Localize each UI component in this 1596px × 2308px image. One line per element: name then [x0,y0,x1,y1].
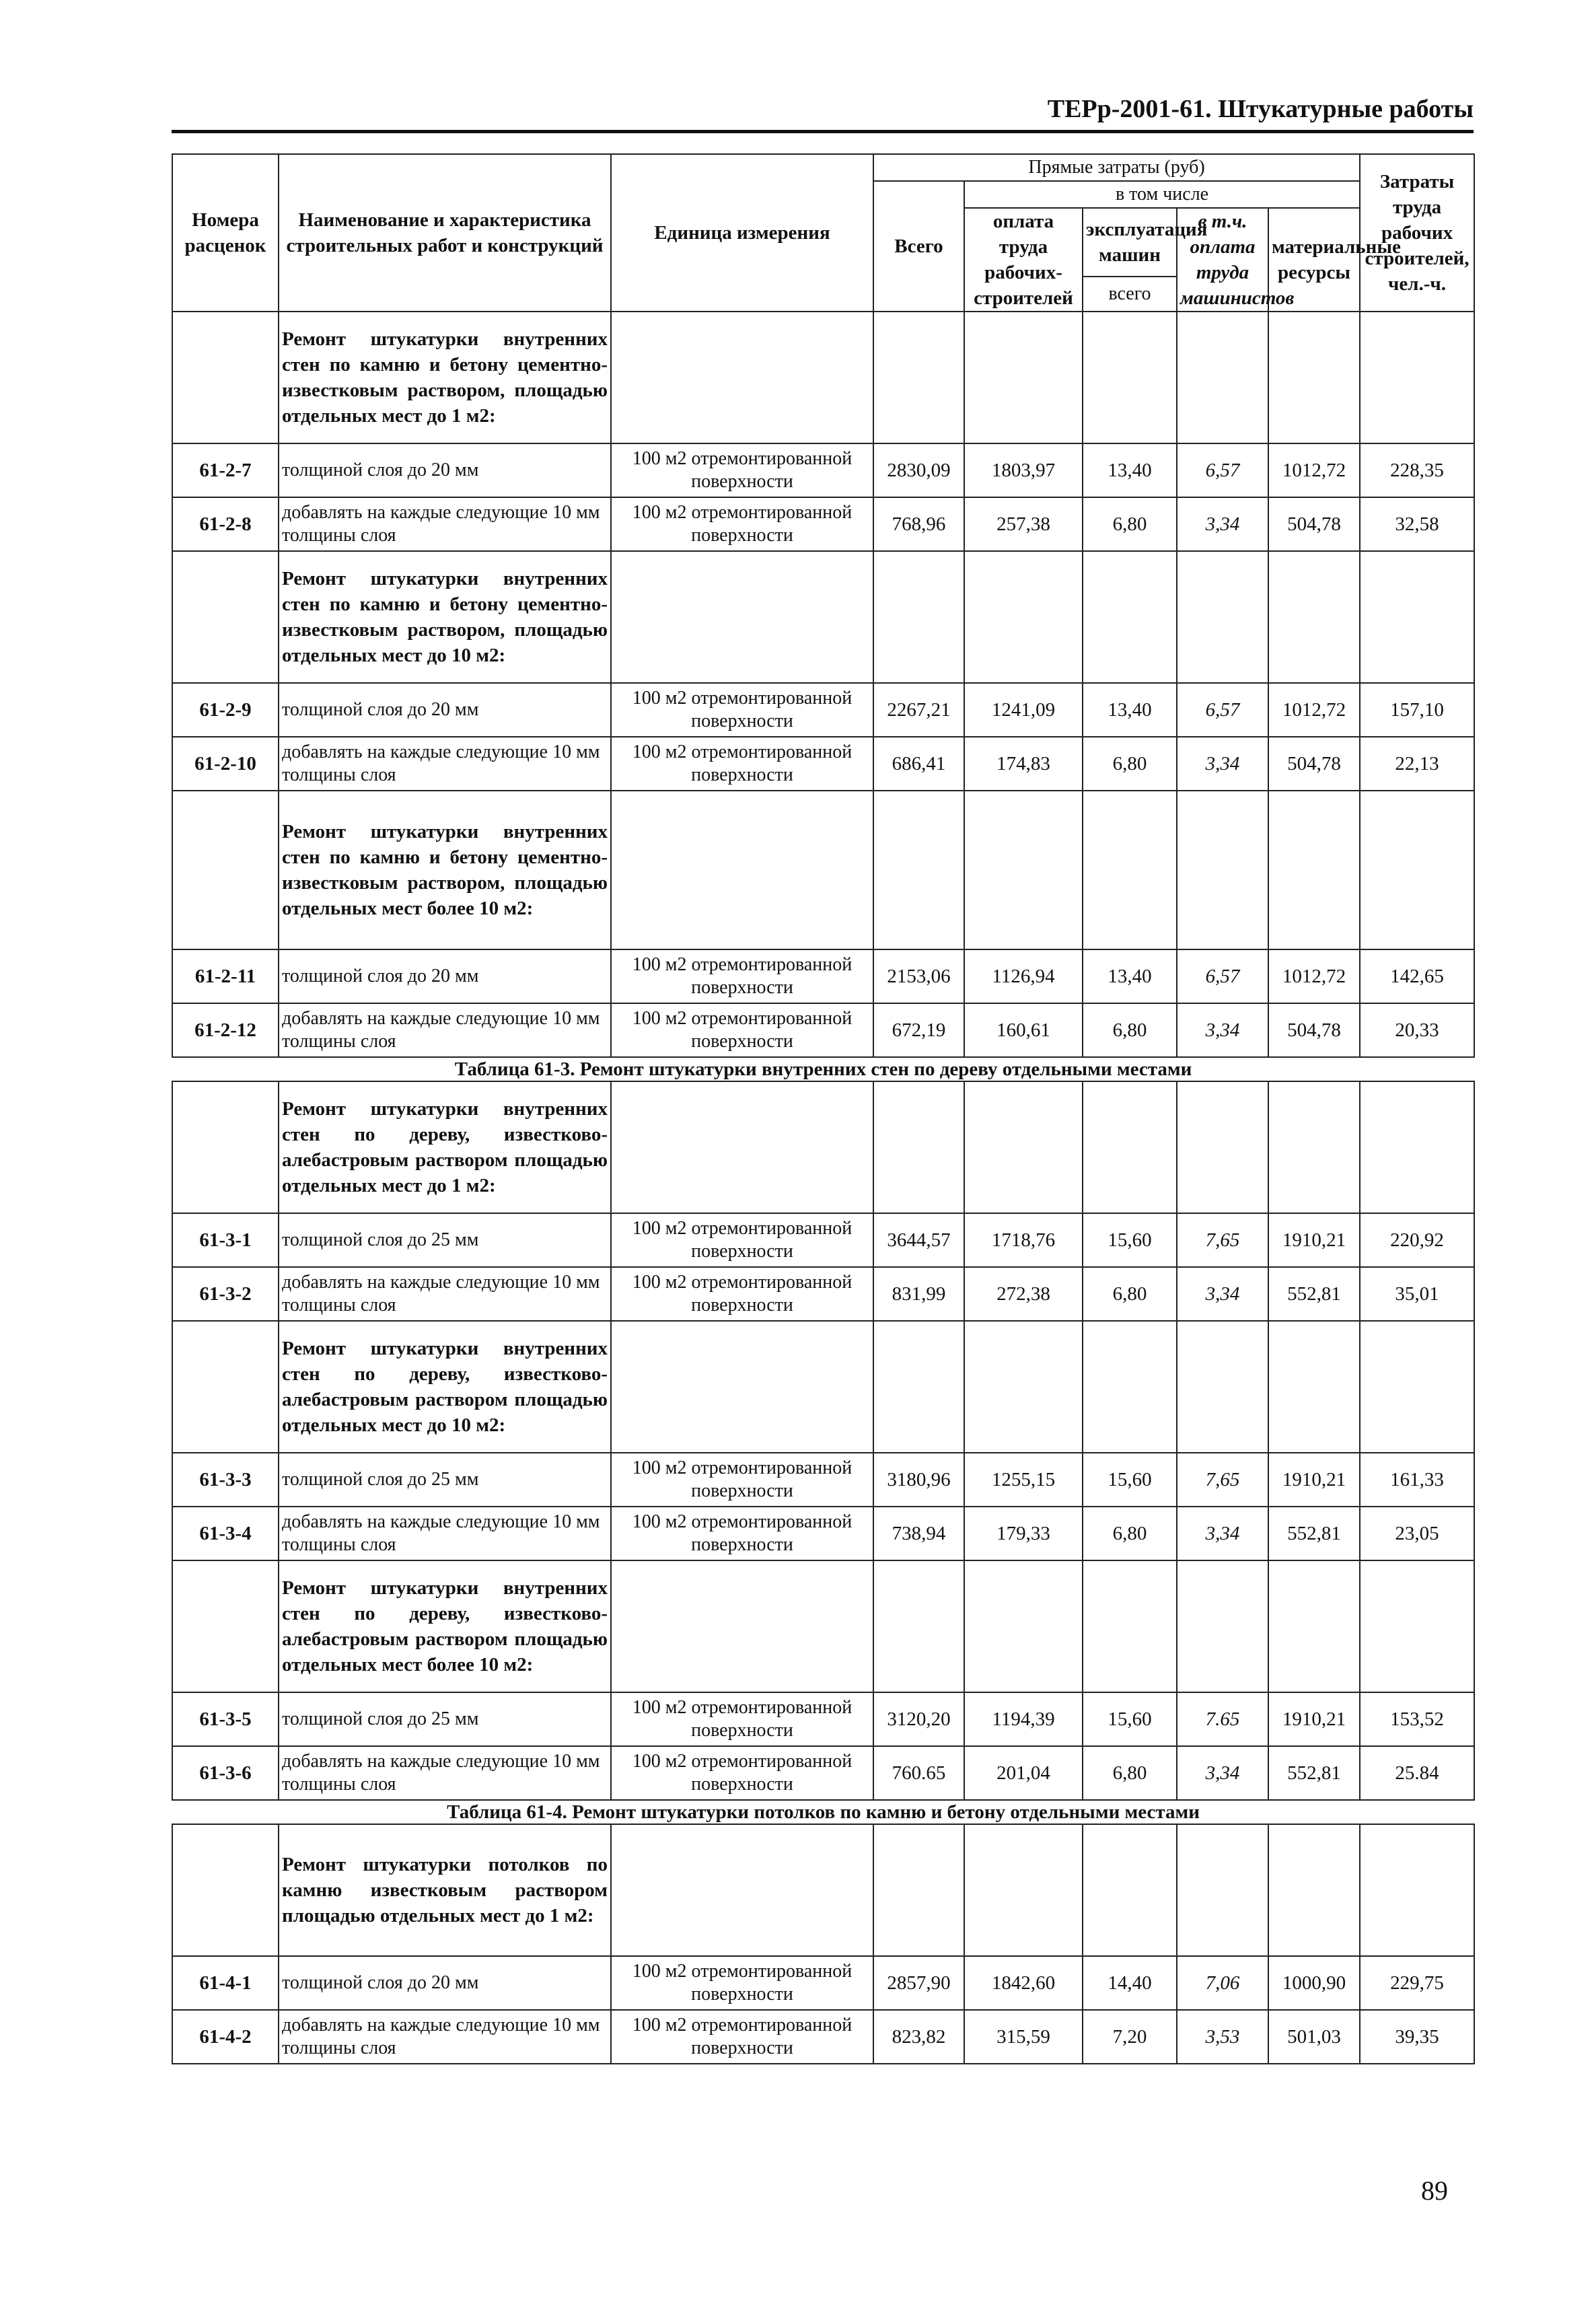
machines-cost: 6,80 [1083,737,1177,791]
col-header-labor: Затраты труда рабочих строителей, чел.-ч. [1360,154,1474,312]
empty-cell [964,312,1083,443]
machinists-cost: 7,65 [1177,1453,1268,1507]
rate-code: 61-3-3 [172,1453,279,1507]
empty-cell [873,1081,964,1213]
work-name: толщиной слоя до 20 мм [279,949,611,1003]
labor-cost: 228,35 [1360,443,1474,497]
rate-code: 61-3-6 [172,1746,279,1800]
empty-cell [1360,1321,1474,1453]
machinists-cost: 3,53 [1177,2010,1268,2064]
rate-code: 61-2-12 [172,1003,279,1057]
machinists-cost: 7,65 [1177,1213,1268,1267]
labor-cost: 157,10 [1360,683,1474,737]
labor-cost: 229,75 [1360,1956,1474,2010]
empty-cell [1268,1321,1360,1453]
wages-cost: 315,59 [964,2010,1083,2064]
empty-cell [964,1321,1083,1453]
rate-code: 61-3-4 [172,1507,279,1560]
labor-cost: 25.84 [1360,1746,1474,1800]
table-row [172,1692,1474,1746]
empty-cell [172,312,279,443]
total-cost: 2857,90 [873,1956,964,2010]
col-header-code: Номера расценок [172,154,279,312]
group-row [172,1824,1474,1956]
machines-cost: 15,60 [1083,1453,1177,1507]
total-cost: 831,99 [873,1267,964,1321]
wages-cost: 1241,09 [964,683,1083,737]
empty-cell [172,1321,279,1453]
unit-of-measure: 100 м2 отремонтированной поверхности [611,1453,873,1507]
work-name: толщиной слоя до 20 мм [279,443,611,497]
rate-code: 61-2-7 [172,443,279,497]
materials-cost: 1910,21 [1268,1453,1360,1507]
unit-of-measure: 100 м2 отремонтированной поверхности [611,683,873,737]
empty-cell [1177,1081,1268,1213]
rate-code: 61-4-2 [172,2010,279,2064]
materials-cost: 504,78 [1268,737,1360,791]
empty-cell [611,312,873,443]
empty-cell [1083,551,1177,683]
labor-cost: 35,01 [1360,1267,1474,1321]
table-row [172,1507,1474,1560]
table-row [172,1956,1474,2010]
labor-cost: 142,65 [1360,949,1474,1003]
empty-cell [172,1081,279,1213]
materials-cost: 1910,21 [1268,1213,1360,1267]
work-name: толщиной слоя до 25 мм [279,1692,611,1746]
table-row [172,1453,1474,1507]
empty-cell [611,1321,873,1453]
machines-cost: 7,20 [1083,2010,1177,2064]
empty-cell [1177,1321,1268,1453]
empty-cell [172,791,279,949]
table-row [172,737,1474,791]
header-rule [172,130,1474,133]
total-cost: 768,96 [873,497,964,551]
machinists-cost: 3,34 [1177,737,1268,791]
materials-cost: 1012,72 [1268,949,1360,1003]
labor-cost: 39,35 [1360,2010,1474,2064]
empty-cell [1083,312,1177,443]
table-row [172,1003,1474,1057]
page-number: 89 [1421,2175,1448,2206]
labor-cost: 20,33 [1360,1003,1474,1057]
col-header-machinists: в т.ч. оплата труда машинистов [1177,208,1268,312]
work-name: добавлять на каждые следующие 10 мм толщины слоя [279,2010,611,2064]
col-header-in-that: в том числе [964,181,1360,208]
total-cost: 686,41 [873,737,964,791]
work-name: толщиной слоя до 20 мм [279,1956,611,2010]
empty-cell [172,1560,279,1692]
total-cost: 3120,20 [873,1692,964,1746]
total-cost: 672,19 [873,1003,964,1057]
empty-cell [611,1560,873,1692]
machinists-cost: 3,34 [1177,1746,1268,1800]
unit-of-measure: 100 м2 отремонтированной поверхности [611,949,873,1003]
empty-cell [1360,312,1474,443]
document-header: ТЕРр-2001-61. Штукатурные работы [1047,95,1474,123]
machinists-cost: 7.65 [1177,1692,1268,1746]
empty-cell [873,1321,964,1453]
total-cost: 738,94 [873,1507,964,1560]
empty-cell [611,1081,873,1213]
empty-cell [1360,1081,1474,1213]
materials-cost: 1910,21 [1268,1692,1360,1746]
machinists-cost: 3,34 [1177,1507,1268,1560]
empty-cell [611,551,873,683]
table-caption: Таблица 61-3. Ремонт штукатурки внутренних стен по дереву отдельными местами [172,1057,1474,1081]
empty-cell [964,1824,1083,1956]
empty-cell [1268,791,1360,949]
group-row [172,791,1474,949]
empty-cell [964,791,1083,949]
empty-cell [1083,791,1177,949]
total-cost: 2267,21 [873,683,964,737]
table-row [172,443,1474,497]
rate-code: 61-2-11 [172,949,279,1003]
wages-cost: 174,83 [964,737,1083,791]
unit-of-measure: 100 м2 отремонтированной поверхности [611,1213,873,1267]
machinists-cost: 7,06 [1177,1956,1268,2010]
unit-of-measure: 100 м2 отремонтированной поверхности [611,1746,873,1800]
labor-cost: 32,58 [1360,497,1474,551]
rates-table [172,153,1475,2064]
empty-cell [964,551,1083,683]
empty-cell [964,1081,1083,1213]
rate-code: 61-3-5 [172,1692,279,1746]
machines-cost: 6,80 [1083,1507,1177,1560]
machines-cost: 13,40 [1083,443,1177,497]
work-name: толщиной слоя до 20 мм [279,683,611,737]
empty-cell [1177,312,1268,443]
machines-cost: 6,80 [1083,1267,1177,1321]
machines-cost: 14,40 [1083,1956,1177,2010]
table-row [172,1213,1474,1267]
unit-of-measure: 100 м2 отремонтированной поверхности [611,1507,873,1560]
materials-cost: 552,81 [1268,1267,1360,1321]
col-header-wages: оплата труда рабочих-строителей [964,208,1083,312]
total-cost: 2830,09 [873,443,964,497]
total-cost: 3180,96 [873,1453,964,1507]
rate-code: 61-3-1 [172,1213,279,1267]
machinists-cost: 6,57 [1177,683,1268,737]
empty-cell [1268,1560,1360,1692]
work-name: добавлять на каждые следующие 10 мм толщины слоя [279,1003,611,1057]
table-row [172,2010,1474,2064]
empty-cell [1177,791,1268,949]
col-header-direct-costs: Прямые затраты (руб) [873,154,1360,181]
empty-cell [1360,551,1474,683]
empty-cell [1177,1824,1268,1956]
unit-of-measure: 100 м2 отремонтированной поверхности [611,497,873,551]
wages-cost: 1126,94 [964,949,1083,1003]
empty-cell [1268,551,1360,683]
empty-cell [873,791,964,949]
table-body [172,312,1474,2064]
empty-cell [1268,1824,1360,1956]
total-cost: 760.65 [873,1746,964,1800]
empty-cell [1360,1560,1474,1692]
machinists-cost: 3,34 [1177,497,1268,551]
empty-cell [1083,1824,1177,1956]
empty-cell [611,1824,873,1956]
group-row [172,1081,1474,1213]
table-header [172,154,1474,312]
empty-cell [1083,1560,1177,1692]
wages-cost: 179,33 [964,1507,1083,1560]
empty-cell [964,1560,1083,1692]
col-header-machines-total: всего [1083,277,1177,312]
empty-cell [873,312,964,443]
labor-cost: 153,52 [1360,1692,1474,1746]
work-name: добавлять на каждые следующие 10 мм толщины слоя [279,1267,611,1321]
materials-cost: 1012,72 [1268,443,1360,497]
materials-cost: 552,81 [1268,1507,1360,1560]
col-header-name: Наименование и характеристика строительных работ и конструкций [279,154,611,312]
group-row [172,312,1474,443]
work-name: добавлять на каждые следующие 10 мм толщины слоя [279,737,611,791]
rate-code: 61-3-2 [172,1267,279,1321]
materials-cost: 1012,72 [1268,683,1360,737]
rate-code: 61-2-8 [172,497,279,551]
machines-cost: 15,60 [1083,1692,1177,1746]
unit-of-measure: 100 м2 отремонтированной поверхности [611,1003,873,1057]
wages-cost: 201,04 [964,1746,1083,1800]
table-row [172,683,1474,737]
group-description: Ремонт штукатурки внутренних стен по камню и бетону цементно-известковым раствором, площадью отдельных мест до 10 м2: [279,551,611,683]
machines-cost: 6,80 [1083,497,1177,551]
work-name: добавлять на каждые следующие 10 мм толщины слоя [279,1746,611,1800]
materials-cost: 504,78 [1268,497,1360,551]
machines-cost: 13,40 [1083,949,1177,1003]
wages-cost: 1194,39 [964,1692,1083,1746]
materials-cost: 501,03 [1268,2010,1360,2064]
work-name: добавлять на каждые следующие 10 мм толщины слоя [279,1507,611,1560]
empty-cell [611,791,873,949]
wages-cost: 1842,60 [964,1956,1083,2010]
total-cost: 3644,57 [873,1213,964,1267]
table-row [172,1746,1474,1800]
wages-cost: 272,38 [964,1267,1083,1321]
unit-of-measure: 100 м2 отремонтированной поверхности [611,1267,873,1321]
empty-cell [1083,1081,1177,1213]
machinists-cost: 6,57 [1177,443,1268,497]
unit-of-measure: 100 м2 отремонтированной поверхности [611,443,873,497]
empty-cell [1360,1824,1474,1956]
empty-cell [1177,1560,1268,1692]
wages-cost: 1718,76 [964,1213,1083,1267]
col-header-total: Всего [873,181,964,312]
empty-cell [1360,791,1474,949]
group-row [172,1321,1474,1453]
empty-cell [172,551,279,683]
machines-cost: 6,80 [1083,1746,1177,1800]
labor-cost: 220,92 [1360,1213,1474,1267]
col-header-machines: эксплуатация машин [1083,208,1177,277]
labor-cost: 161,33 [1360,1453,1474,1507]
materials-cost: 552,81 [1268,1746,1360,1800]
group-description: Ремонт штукатурки внутренних стен по дереву, известково-алебастровым раствором площадью отдельных мест до 10 м2: [279,1321,611,1453]
rate-code: 61-2-9 [172,683,279,737]
rate-code: 61-4-1 [172,1956,279,2010]
work-name: толщиной слоя до 25 мм [279,1453,611,1507]
group-row [172,1560,1474,1692]
machinists-cost: 3,34 [1177,1003,1268,1057]
work-name: добавлять на каждые следующие 10 мм толщины слоя [279,497,611,551]
group-description: Ремонт штукатурки внутренних стен по камню и бетону цементно-известковым раствором, площадью отдельных мест более 10 м2: [279,791,611,949]
empty-cell [1177,551,1268,683]
empty-cell [873,1824,964,1956]
rate-code: 61-2-10 [172,737,279,791]
table-caption: Таблица 61-4. Ремонт штукатурки потолков по камню и бетону отдельными местами [172,1800,1474,1824]
unit-of-measure: 100 м2 отремонтированной поверхности [611,2010,873,2064]
machinists-cost: 6,57 [1177,949,1268,1003]
table-row [172,949,1474,1003]
empty-cell [873,551,964,683]
labor-cost: 22,13 [1360,737,1474,791]
total-cost: 823,82 [873,2010,964,2064]
empty-cell [172,1824,279,1956]
empty-cell [873,1560,964,1692]
machines-cost: 13,40 [1083,683,1177,737]
materials-cost: 1000,90 [1268,1956,1360,2010]
work-name: толщиной слоя до 25 мм [279,1213,611,1267]
col-header-unit: Единица измерения [611,154,873,312]
materials-cost: 504,78 [1268,1003,1360,1057]
group-description: Ремонт штукатурки внутренних стен по камню и бетону цементно-известковым раствором, площадью отдельных мест до 1 м2: [279,312,611,443]
table-caption-row [172,1800,1474,1824]
unit-of-measure: 100 м2 отремонтированной поверхности [611,737,873,791]
unit-of-measure: 100 м2 отремонтированной поверхности [611,1692,873,1746]
unit-of-measure: 100 м2 отремонтированной поверхности [611,1956,873,2010]
col-header-materials: материальные ресурсы [1268,208,1360,312]
machines-cost: 15,60 [1083,1213,1177,1267]
group-description: Ремонт штукатурки потолков по камню известковым раствором площадью отдельных мест до 1 м2: [279,1824,611,1956]
group-description: Ремонт штукатурки внутренних стен по дереву, известково-алебастровым раствором площадью отдельных мест до 1 м2: [279,1081,611,1213]
labor-cost: 23,05 [1360,1507,1474,1560]
total-cost: 2153,06 [873,949,964,1003]
group-row [172,551,1474,683]
empty-cell [1083,1321,1177,1453]
table-caption-row [172,1057,1474,1081]
wages-cost: 1255,15 [964,1453,1083,1507]
machines-cost: 6,80 [1083,1003,1177,1057]
table-row [172,497,1474,551]
group-description: Ремонт штукатурки внутренних стен по дереву, известково-алебастровым раствором площадью отдельных мест более 10 м2: [279,1560,611,1692]
wages-cost: 1803,97 [964,443,1083,497]
machinists-cost: 3,34 [1177,1267,1268,1321]
wages-cost: 160,61 [964,1003,1083,1057]
wages-cost: 257,38 [964,497,1083,551]
empty-cell [1268,1081,1360,1213]
table-row [172,1267,1474,1321]
empty-cell [1268,312,1360,443]
